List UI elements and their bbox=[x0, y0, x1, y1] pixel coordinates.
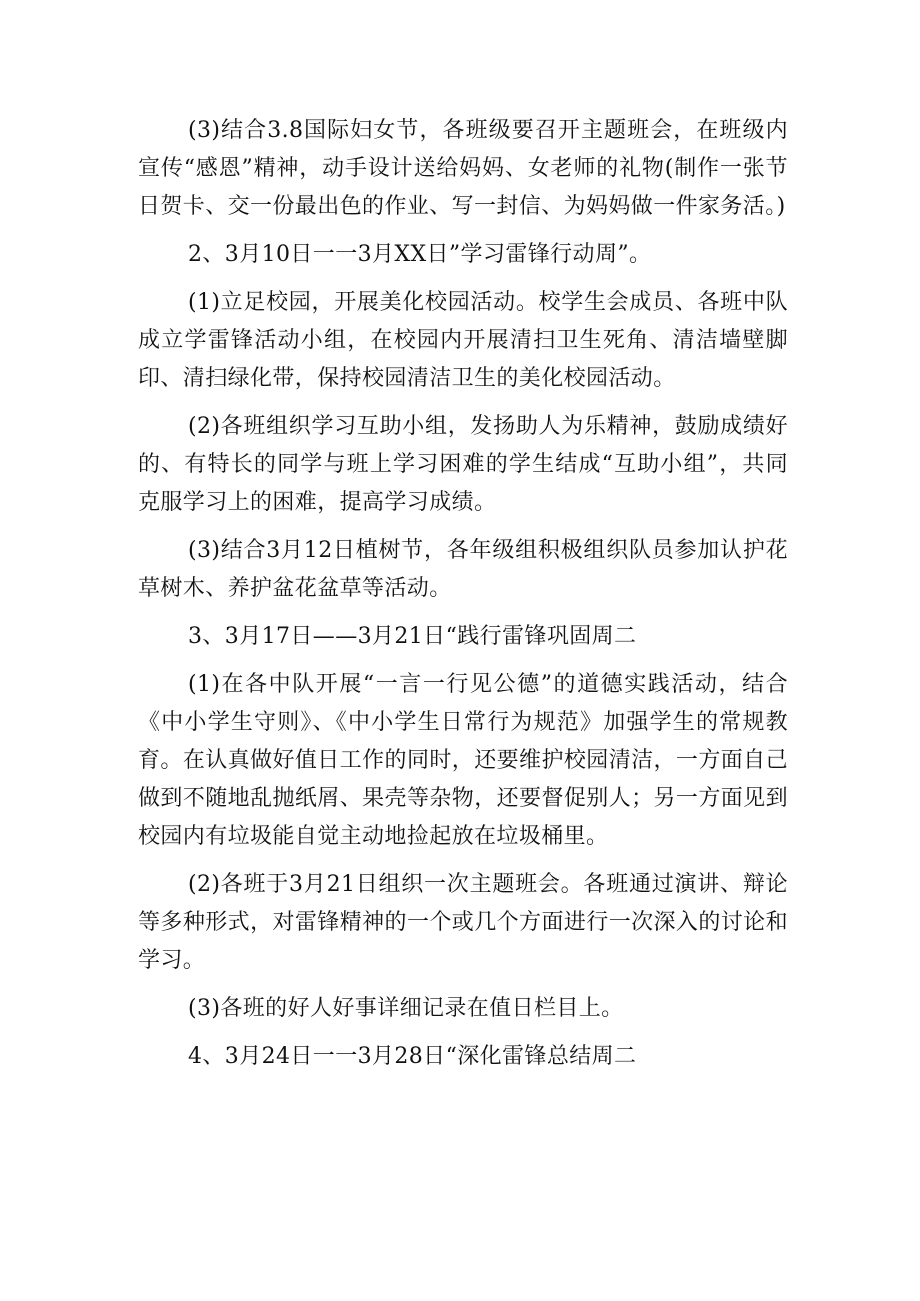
paragraph: (1)立足校园，开展美化校园活动。校学生会成员、各班中队成立学雷锋活动小组，在校园内开展清扫卫生死角、清洁墙壁脚印、清扫绿化带，保持校园清洁卫生的美化校园活动。 bbox=[138, 290, 788, 391]
section-heading: 4、3月24日一一3月28日“深化雷锋总结周二 bbox=[188, 1044, 637, 1069]
paragraph: (2)各班于3月21日组织一次主题班会。各班通过演讲、辩论等多种形式，对雷锋精神的一个或几个方面进行一次深入的讨论和学习。 bbox=[138, 872, 788, 973]
paragraph: (3)各班的好人好事详细记录在值日栏目上。 bbox=[188, 996, 624, 1021]
paragraph: (3)结合3月12日植树节，各年级组积极组织队员参加认护花草树木、养护盆花盆草等活动。 bbox=[138, 538, 788, 601]
section-heading: 2、3月10日一一3月XX日”学习雷锋行动周”。 bbox=[188, 242, 652, 267]
paragraph: (3)结合3.8国际妇女节，各班级要召开主题班会，在班级内宣传“感恩”精神，动手设计送给妈妈、女老师的礼物(制作一张节日贺卡、交一份最出色的作业、写一封信、为妈妈做一件家务活。) bbox=[138, 118, 788, 219]
section-heading: 3、3月17日——3月21日“践行雷锋巩固周二 bbox=[188, 624, 637, 649]
paragraph: (2)各班组织学习互助小组，发扬助人为乐精神，鼓励成绩好的、有特长的同学与班上学习困难的学生结成“互助小组”，共同克服学习上的困难，提高学习成绩。 bbox=[138, 414, 788, 515]
document-body bbox=[138, 112, 788, 1086]
paragraph: (1)在各中队开展“一言一行见公德”的道德实践活动，结合《中小学生守则》、《中小学生日常行为规范》加强学生的常规教育。在认真做好值日工作的同时，还要维护校园清洁，一方面自己做到不随地乱抛纸屑、果壳等杂物，还要督促别人；另一方面见到校园内有垃圾能自觉主动地捡起放在垃圾桶里。 bbox=[138, 672, 788, 849]
